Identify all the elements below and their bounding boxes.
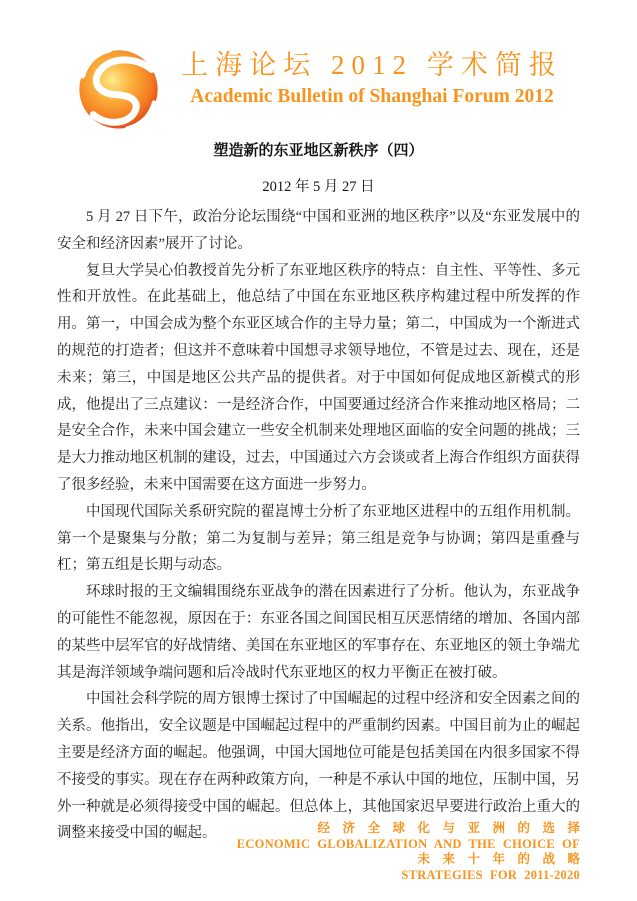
forum-theme-footer (236, 821, 593, 883)
shanghai-forum-logo (75, 45, 162, 132)
bulletin-title-en: Academic Bulletin of Shanghai Forum 2012 (190, 86, 554, 108)
footer-strategy-cn: 未来十年的战略 (417, 852, 593, 866)
paragraph-wangwen: 环球时报的王文编辑围绕东亚战争的潜在因素进行了分析。他认为，东亚战争的可能性不能忽视，原因在于：东亚各国之间国民相互厌恶情绪的增加、各国内部的某些中层军官的好战情绪、美国在东亚地区的军事存在、东亚地区的领土争端尤其是海洋领域争端问题和后冷战时代东亚地区的权力平衡正在被打破。 (57, 584, 580, 681)
session-subtitle: 塑造新的东亚地区新秩序（四） (213, 143, 424, 159)
bulletin-body (57, 204, 580, 847)
document-date: 2012 年 5 月 27 日 (262, 179, 375, 195)
footer-theme-en: ECONOMIC GLOBALIZATION AND THE CHOICE OF (236, 836, 580, 851)
paragraph-intro: 5 月 27 日下午，政治分论坛围绕“中国和亚洲的地区秩序”以及“东亚发展中的安全和经济因素”展开了讨论。 (57, 209, 580, 252)
footer-strategy-en: STRATEGIES FOR 2011-2020 (401, 867, 580, 882)
title-block (162, 45, 582, 108)
bulletin-header (75, 45, 582, 132)
footer-theme-cn: 经济全球化与亚洲的选择 (317, 821, 593, 835)
paragraph-zhaikun: 中国现代国际关系研究院的翟崑博士分析了东亚地区进程中的五组作用机制。第一个是聚集与分散；第二为复制与差异；第三组是竞争与协调；第四是重叠与杠；第五组是长期与动态。 (57, 503, 580, 574)
bulletin-title-cn: 上海论坛 2012 学术简报 (181, 50, 563, 80)
paragraph-zhoufangyin: 中国社会科学院的周方银博士探讨了中国崛起的过程中经济和安全因素之间的关系。他指出，安全议题是中国崛起过程中的严重制约因素。中国目前为止的崛起主要是经济方面的崛起。他强调，中国大国地位可能是包括美国在内很多国家不得不接受的事实。现在存在两种政策方向，一种是不承认中国的地位，压制中国，另外一种就是必须得接受中国的崛起。但总体上，其他国家迟早要进行政治上重大的调整来接受中国的崛起。 (57, 691, 580, 842)
paragraph-wuxinbo: 复旦大学吴心伯教授首先分析了东亚地区秩序的特点：自主性、平等性、多元性和开放性。在此基础上，他总结了中国在东亚地区秩序构建过程中所发挥的作用。第一，中国会成为整个东亚区域合作的主导力量；第二，中国成为一个渐进式的规范的打造者；但这并不意味着中国想寻求领导地位，不管是过去、现在，还是未来；第三，中国是地区公共产品的提供者。对于中国如何促成地区新模式的形成，他提出了三点建议：一是经济合作，中国要通过经济合作来推动地区格局；二是安全合作，未来中国会建立一些安全机制来处理地区面临的安全问题的挑战；三是大力推动地区机制的建设，过去，中国通过六方会谈或者上海合作组织方面获得了很多经验，未来中国需要在这方面进一步努力。 (57, 262, 580, 493)
